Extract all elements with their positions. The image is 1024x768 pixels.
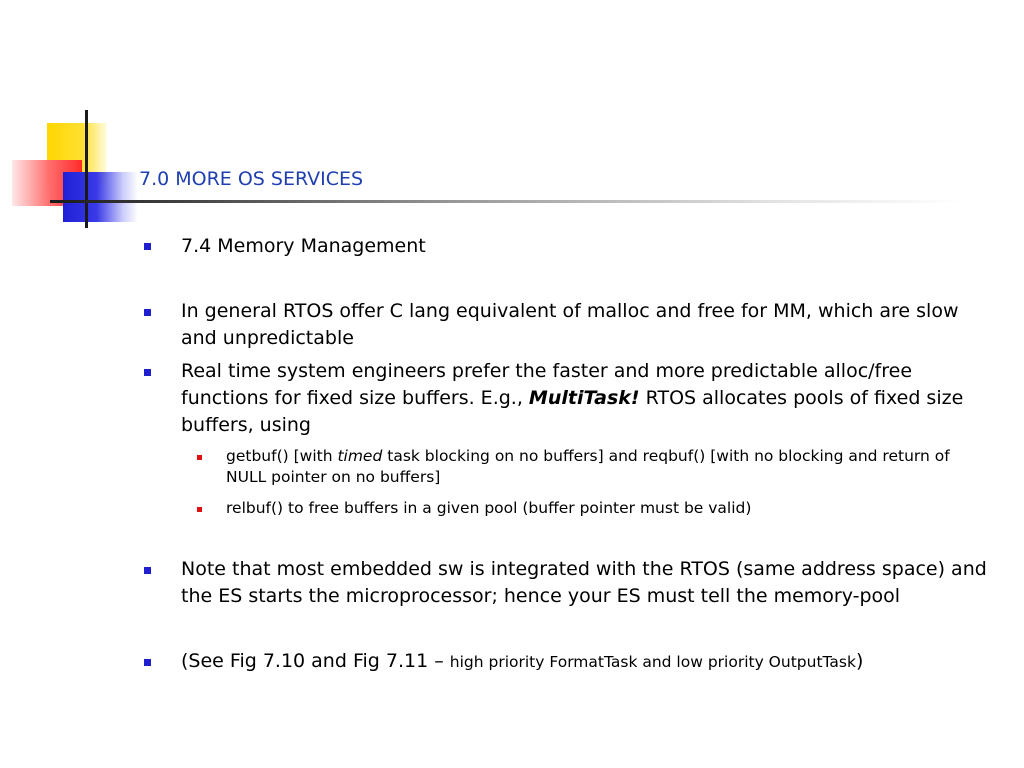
bullet-marker [144,243,151,250]
sub-bullet-marker [197,507,202,512]
sub-bullet-relbuf: relbuf() to free buffers in a given pool (buffer pointer must be valid) [226,499,752,517]
title-underline [50,200,965,203]
bullet-memory-management: 7.4 Memory Management [181,235,426,257]
decor-blue-square [63,172,138,222]
bullet-text-part: Real time system engineers prefer the faster and more predictable alloc/free functions for fixed size buffers. E.g., [181,360,913,409]
sub-bullet-text-part: getbuf() [with [226,447,338,465]
bullet-marker [144,567,151,574]
timed-emphasis: timed [337,447,383,465]
bullet-text-part: (See Fig 7.10 and Fig 7.11 – [181,650,450,672]
sub-bullet-marker [197,455,202,460]
bullet-see-fig [181,648,996,676]
bullet-small-text: high priority FormatTask and low priority OutputTask [449,653,856,671]
bullet-marker [144,309,151,316]
bullet-text-part: ) [855,650,864,672]
sub-bullet-text-part: task blocking on no buffers] and reqbuf() [with no blocking and return of NULL pointer on no buffers] [226,447,950,486]
sub-bullet-getbuf [226,446,986,488]
decor-vertical-line [85,110,88,228]
bullet-embedded-sw: Note that most embedded sw is integrated with the RTOS (same address space) and the ES starts the microprocessor; hence your ES must tell the memory-pool [181,558,987,607]
bullet-marker [144,659,151,666]
slide-title: 7.0 MORE OS SERVICES [139,168,364,190]
multitask-emphasis: MultiTask! [528,387,640,409]
bullet-text-part: RTOS allocates pools of fixed size buffers, using [181,387,964,436]
bullet-fixed-size-buffers [181,358,996,439]
bullet-rtos-malloc: In general RTOS offer C lang equivalent of malloc and free for MM, which are slow and unpredictable [181,300,959,349]
bullet-marker [144,369,151,376]
